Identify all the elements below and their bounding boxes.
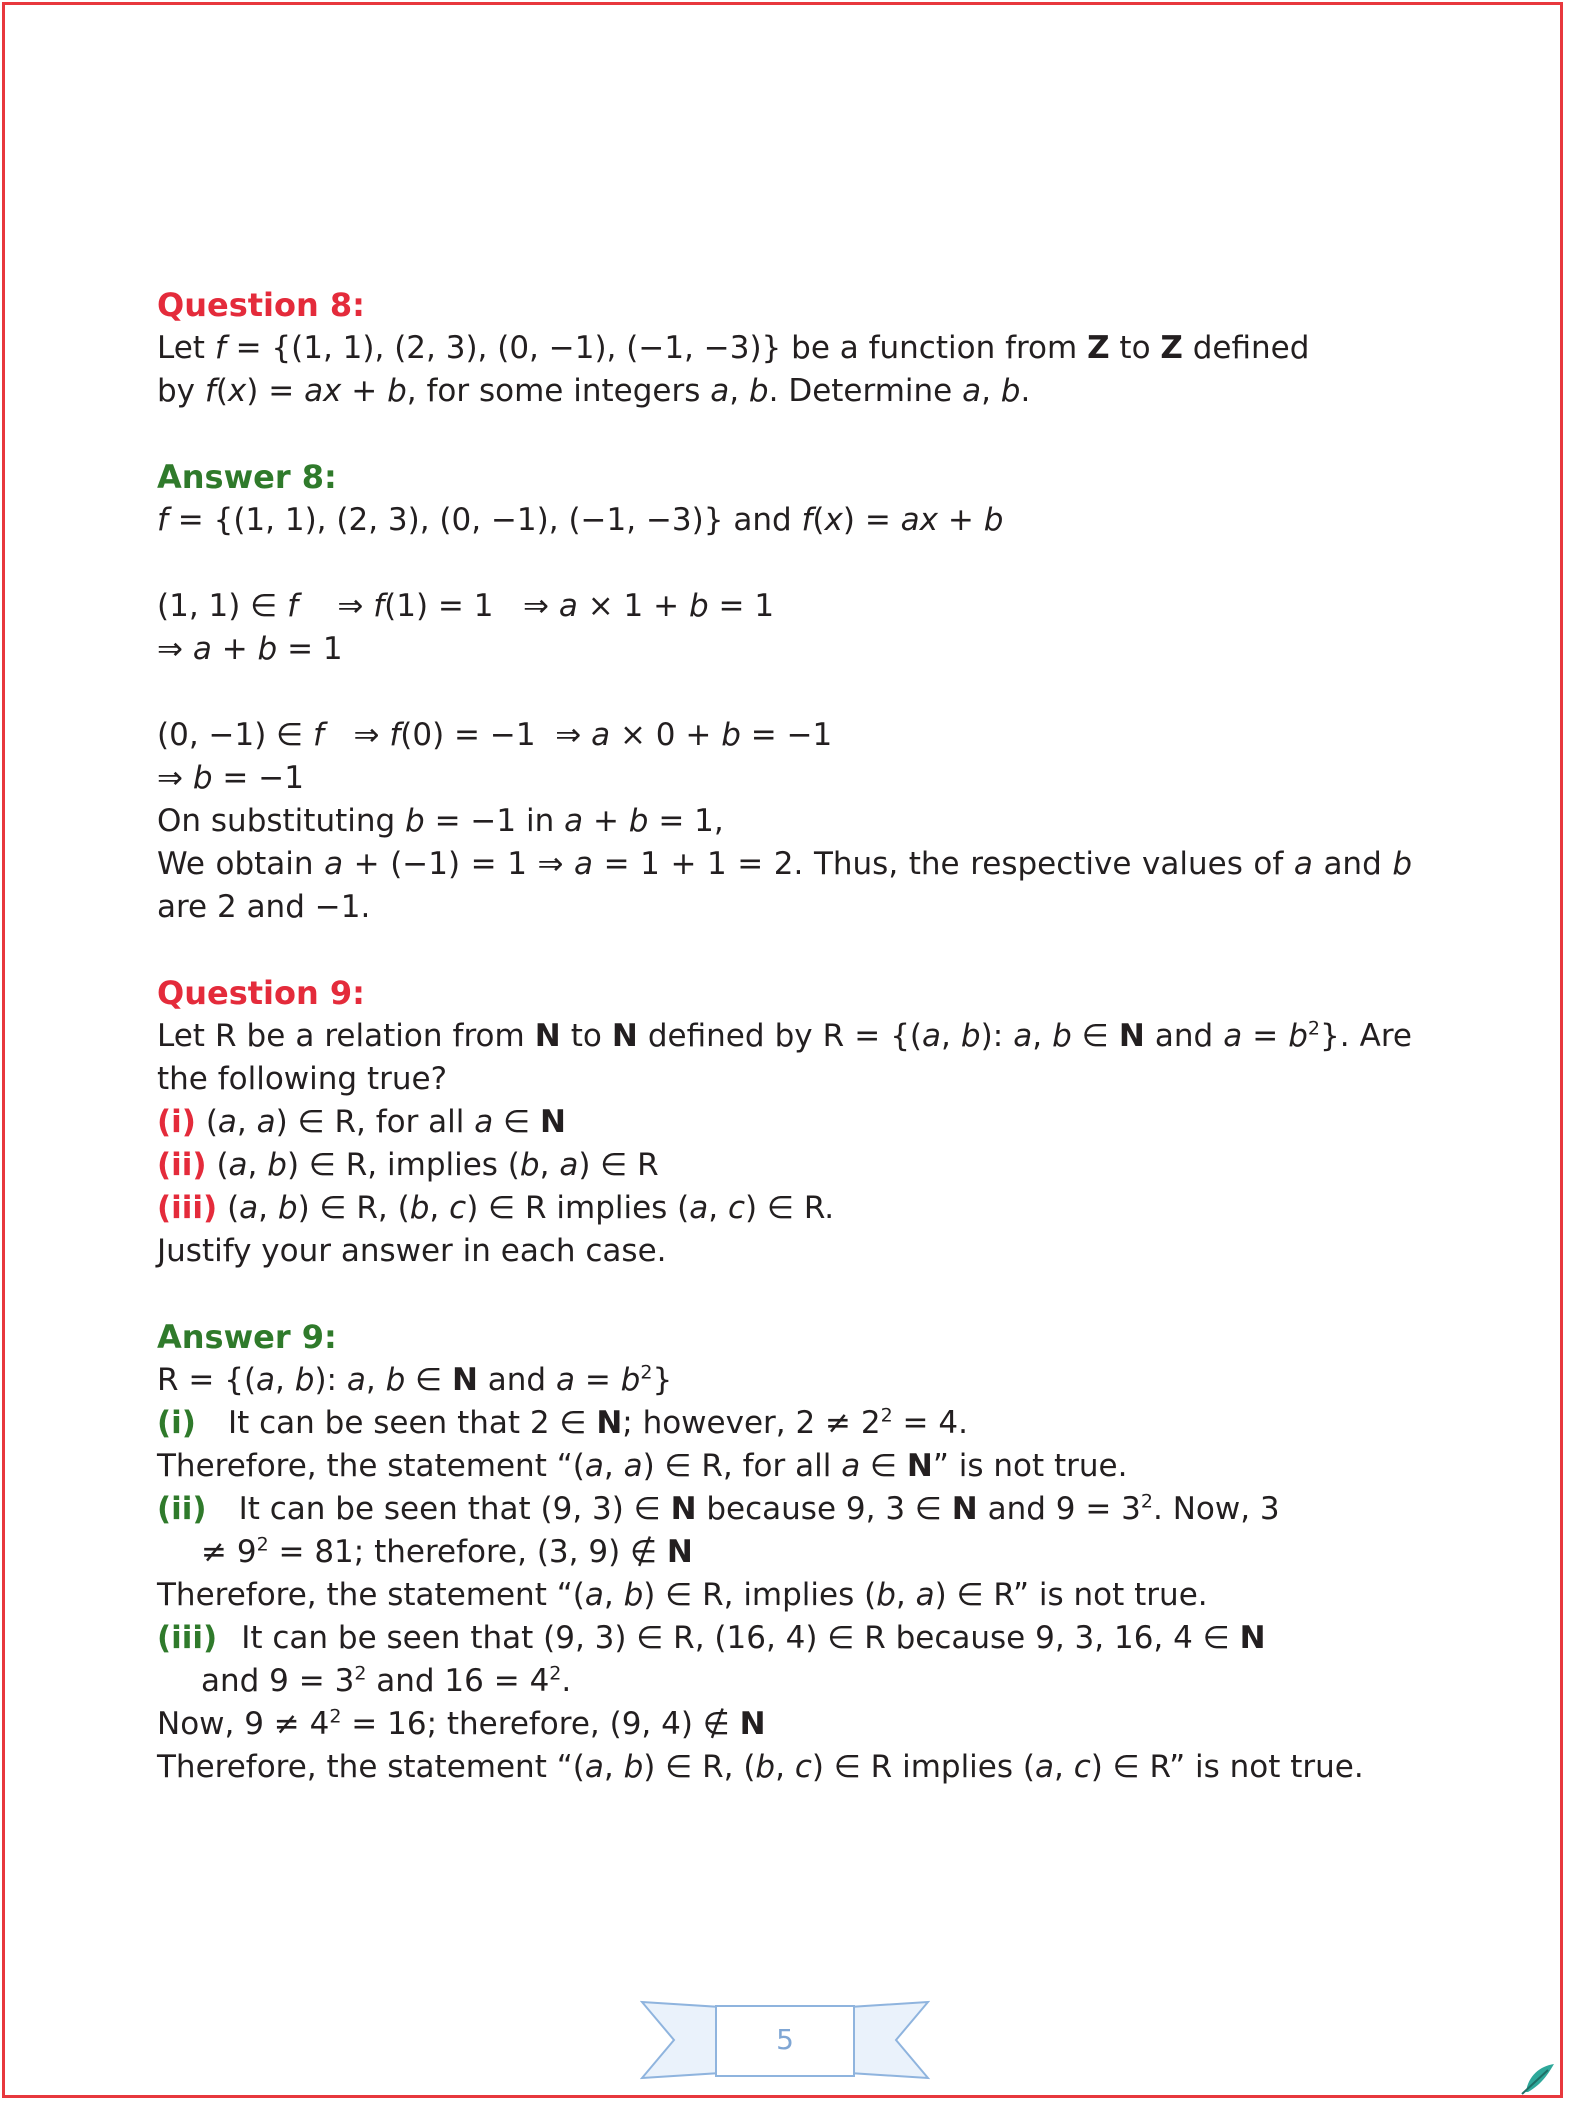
question-9-part-ii: (ii) (a, b) ∈ R, implies (b, a) ∈ R [157,1147,659,1183]
answer-8-line-5: ⇒ b = −1 [157,760,304,796]
answer-9-part-ii-conclusion: Therefore, the statement “(a, b) ∈ R, implies (b, a) ∈ R” is not true. [157,1577,1208,1613]
answer-9-part-iii-continued: and $9 = 3^2$ and $16 = 4^2$. [201,1662,572,1699]
answer-9-line-1: R = {(a, b): a, b ∈ N and $a = b^2$} [157,1361,673,1398]
answer-9-part-iii-conclusion: Therefore, the statement “(a, b) ∈ R, (b, c) ∈ R implies (a, c) ∈ R” is not true. [157,1749,1364,1785]
answer-9-part-iii-result: Now, $9 \ne 4^2 = 16$; therefore, (9, 4) ∉ N [157,1705,766,1742]
page-number: 5 [776,2023,794,2056]
answer-9-heading: Answer 9: [157,1318,337,1356]
page-content [157,284,1412,1789]
answer-8-heading: Answer 8: [157,458,337,496]
answer-8-line-3: ⇒ a + b = 1 [157,631,343,667]
answer-8-line-4: (0, −1) ∈ f ⇒ f(0) = −1 ⇒ a × 0 + b = −1 [157,717,833,753]
question-8-line-2: by f(x) = ax + b, for some integers a, b. Determine a, b. [157,373,1031,409]
answer-9-part-iii: (iii) It can be seen that (9, 3) ∈ R, (16, 4) ∈ R because 9, 3, 16, 4 ∈ N [157,1620,1266,1656]
question-9-part-iii: (iii) (a, b) ∈ R, (b, c) ∈ R implies (a, c) ∈ R. [157,1190,835,1226]
question-9-line-1: Let R be a relation from N to N defined by R = {(a, b): a, b ∈ N and $a = b^2$}. Are the following true? [157,1017,1412,1097]
answer-8-line-6: On substituting b = −1 in a + b = 1, [157,803,724,839]
answer-8-line-2: (1, 1) ∈ f ⇒ f(1) = 1 ⇒ a × 1 + b = 1 [157,588,775,624]
question-9-part-i: (i) (a, a) ∈ R, for all a ∈ N [157,1104,566,1140]
answer-9-part-i: (i) It can be seen that 2 ∈ N; however, $2 \ne 2^2 = 4$. [157,1404,968,1441]
answer-9-part-i-conclusion: Therefore, the statement “(a, a) ∈ R, for all a ∈ N” is not true. [157,1448,1128,1484]
answer-8-line-7: We obtain a + (−1) = 1 ⇒ a = 1 + 1 = 2. Thus, the respective values of a and b are 2 and −1. [157,846,1413,925]
answer-8-line-1: f = {(1, 1), (2, 3), (0, −1), (−1, −3)} and f(x) = ax + b [157,502,1004,538]
leaf-logo-icon [1518,2058,1558,2098]
answer-9-part-ii: (ii) It can be seen that (9, 3) ∈ N because 9, 3 ∈ N and $9 = 3^2$. Now, 3 [157,1490,1280,1527]
question-9-instruction: Justify your answer in each case. [157,1233,667,1269]
question-8-line-1: Let f = {(1, 1), (2, 3), (0, −1), (−1, −3)} be a function from Z to Z defined [157,330,1310,366]
question-8-heading: Question 8: [157,286,365,324]
question-9-heading: Question 9: [157,974,365,1012]
answer-9-part-ii-continued: ≠ $9^2 = 81$; therefore, (3, 9) ∉ N [201,1533,693,1570]
